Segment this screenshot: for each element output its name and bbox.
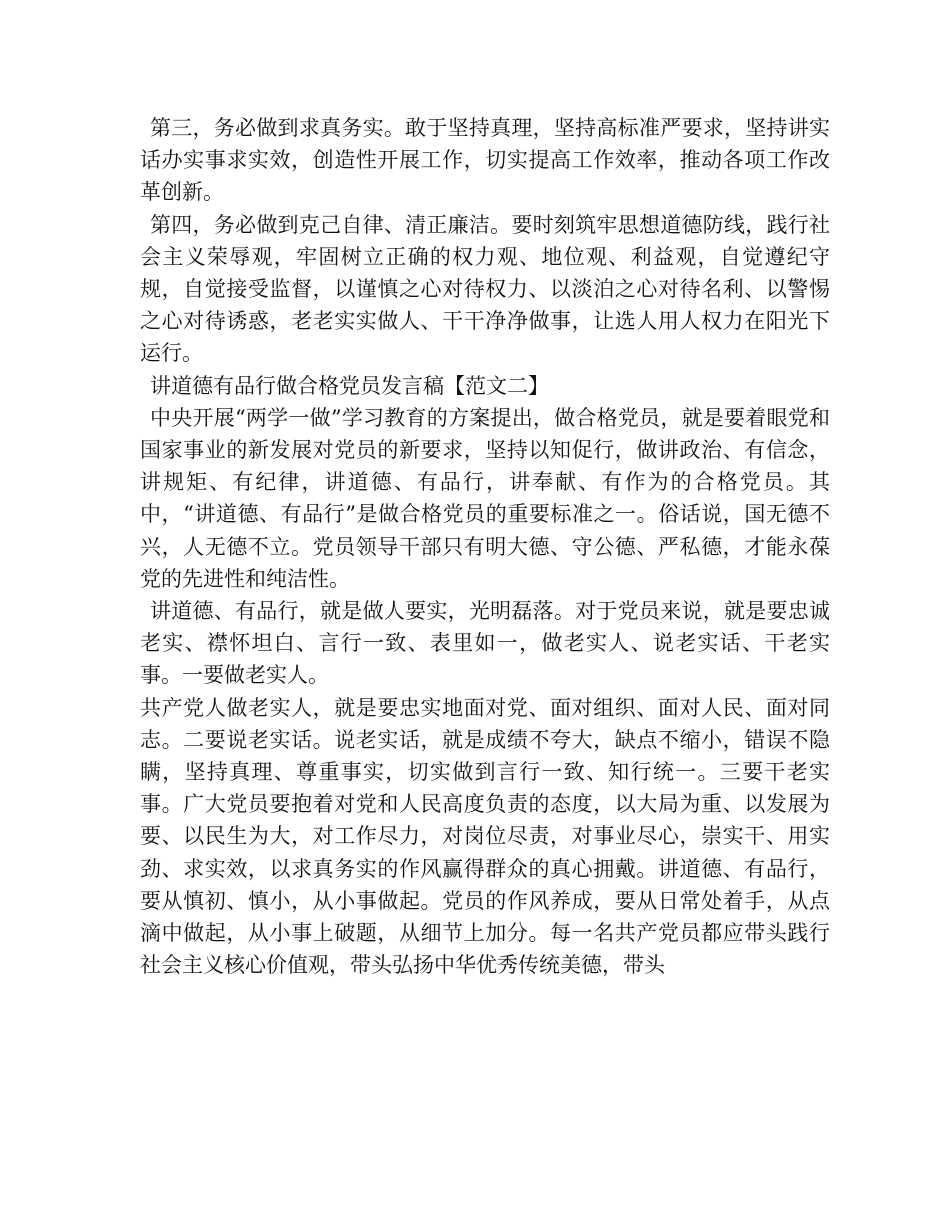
paragraph-honest-person: 共产党人做老实人，就是要忠实地面对党、面对组织、面对人民、面对同志。二要说老实话。说老实话，就是成绩不夸大，缺点不缩小，错误不隐瞒，坚持真理、尊重事实，切实做到言行一致、知行统一。三要干老实事。广大党员要抱着对党和人民高度负责的态度，以大局为重、以发展为要、以民生为大，对工作尽力，对岗位尽责，对事业尽心，崇实干、用实劲、求实效，以求真务实的作风赢得群众的真心拥戴。讲道德、有品行，要从慎初、慎小，从小事做起。党员的作风养成，要从日常处着手，从点滴中做起，从小事上破题，从细节上加分。每一名共产党员都应带头践行社会主义核心价值观，带头弘扬中华优秀传统美德，带头 — [140, 695, 830, 978]
paragraph-third: 第三，务必做到求真务实。敢于坚持真理，坚持高标准严要求，坚持讲实话办实事求实效，创造性开展工作，切实提高工作效率，推动各项工作改革创新。 — [140, 116, 830, 205]
document-page — [140, 112, 830, 981]
paragraph-fourth: 第四，务必做到克己自律、清正廉洁。要时刻筑牢思想道德防线，践行社会主义荣辱观，牢固树立正确的权力观、地位观、利益观，自觉遵纪守规，自觉接受监督，以谨慎之心对待权力、以淡泊之心对待名利、以警惕之心对待诱惑，老老实实做人、干干净净做事，让选人用人权力在阳光下运行。 — [140, 212, 830, 366]
paragraph-intro: 中央开展“两学一做”学习教育的方案提出，做合格党员，就是要着眼党和国家事业的新发展对党员的新要求，坚持以知促行，做讲政治、有信念，讲规矩、有纪律，讲道德、有品行，讲奉献、有作为的合格党员。其中，“讲道德、有品行”是做合格党员的重要标准之一。俗话说，国无德不兴，人无德不立。党员领导干部只有明大德、守公德、严私德，才能永葆党的先进性和纯洁性。 — [140, 405, 830, 591]
paragraph-morality: 讲道德、有品行，就是做人要实，光明磊落。对于党员来说，就是要忠诚老实、襟怀坦白、言行一致、表里如一，做老实人、说老实话、干老实事。一要做老实人。 — [140, 599, 830, 688]
section-heading: 讲道德有品行做合格党员发言稿【范文二】 — [150, 373, 549, 398]
